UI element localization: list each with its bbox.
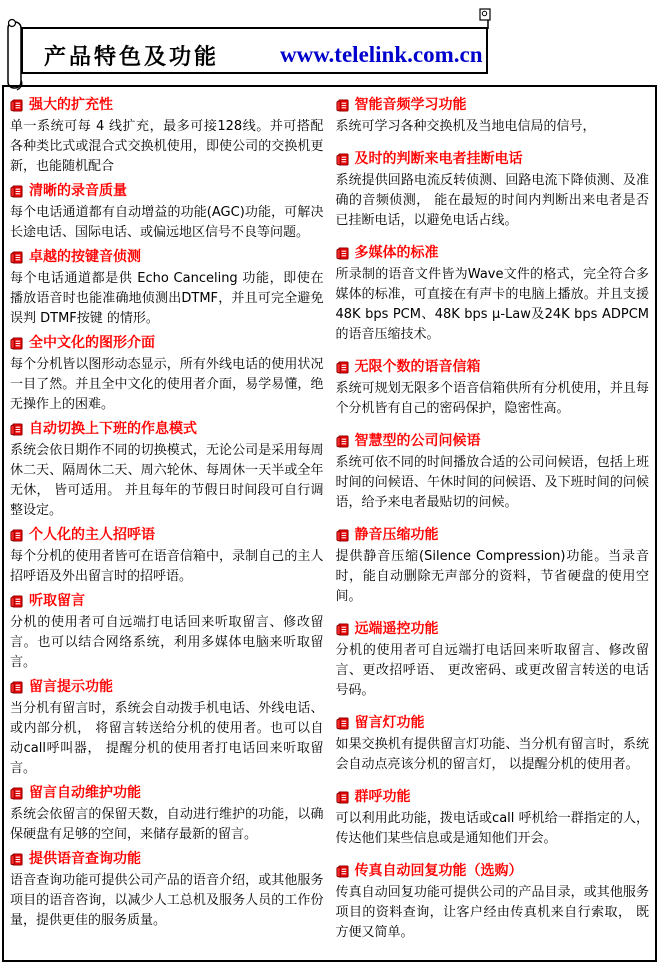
feature-section <box>336 95 650 137</box>
feature-section <box>336 861 650 943</box>
feature-section <box>336 431 650 513</box>
document-icon <box>10 529 23 542</box>
feature-section <box>10 95 324 177</box>
page-title: 产品特色及功能 <box>44 45 220 70</box>
document-icon <box>336 623 349 636</box>
feature-heading <box>336 787 650 807</box>
feature-heading-text: 清晰的录音质量 <box>29 183 127 199</box>
feature-section <box>10 849 324 931</box>
feature-heading <box>336 713 650 733</box>
document-icon <box>336 865 349 878</box>
feature-heading-text: 留言自动维护功能 <box>29 785 141 801</box>
document-icon <box>336 717 349 730</box>
document-icon <box>336 435 349 448</box>
feature-heading <box>336 149 650 169</box>
feature-section <box>336 787 650 849</box>
document-icon <box>10 251 23 264</box>
feature-body-text: 每个电话通道都是供 Echo Canceling 功能，即使在播放语音时也能准确地侦测出DTMF，并且可完全避免误判 DTMF按键 的情形。 <box>10 271 324 326</box>
document-icon <box>336 153 349 166</box>
feature-heading-text: 自动切换上下班的作息模式 <box>29 421 197 437</box>
feature-body-text: 提供静音压缩(Silence Compression)功能。当录音时，能自动删除无声部分的资料，节省硬盘的使用空间。 <box>335 549 649 604</box>
feature-section <box>336 619 650 701</box>
feature-heading-text: 个人化的主人招呼语 <box>29 527 155 543</box>
feature-heading <box>336 525 650 545</box>
feature-heading <box>10 95 324 115</box>
document-icon <box>10 595 23 608</box>
feature-heading <box>10 849 324 869</box>
document-icon <box>10 681 23 694</box>
document-icon <box>10 337 23 350</box>
document-icon <box>336 99 349 112</box>
feature-body-text: 系统会依留言的保留天数，自动进行维护的功能，以确保硬盘有足够的空间，来储存最新的留言。 <box>10 807 324 842</box>
feature-body-text: 每个分机皆以图形动态显示，所有外线电话的使用状况一目了然。并且全中文化的使用者介面，易学易懂，绝无操作上的困难。 <box>10 357 324 412</box>
feature-section <box>10 525 324 587</box>
feature-body-text: 当分机有留言时，系统会自动拨手机电话、外线电话、或内部分机， 将留言转送给分机的使用者。也可以自动call呼叫器， 提醒分机的使用者打电话回来听取留言。 <box>10 701 324 776</box>
feature-heading-text: 强大的扩充性 <box>29 97 113 113</box>
feature-list-box <box>2 85 657 962</box>
feature-heading <box>10 419 324 439</box>
feature-body-text: 所录制的语音文件皆为Wave文件的格式，完全符合多媒体的标准，可直接在有声卡的电脑上播放。并且支援48K bps PCM、48K bps μ-Law及24K bps ADPCM的语音压缩技术。 <box>335 267 649 342</box>
feature-heading-text: 智能音频学习功能 <box>354 97 467 113</box>
feature-body-text: 系统可学习各种交换机及当地电信局的信号， <box>335 119 596 134</box>
feature-section <box>10 591 324 673</box>
feature-body-text: 分机的使用者可自远端打电话回来听取留言、修改留言。也可以结合网络系统，利用多媒体电脑来听取留言。 <box>10 615 324 670</box>
document-icon <box>336 247 349 260</box>
feature-heading <box>10 247 324 267</box>
document-icon <box>10 423 23 436</box>
feature-section <box>10 419 324 521</box>
feature-heading-text: 听取留言 <box>29 593 85 609</box>
feature-heading <box>10 525 324 545</box>
feature-body-text: 单一系统可每 4 线扩充，最多可接128线。并可搭配各种类比式或混合式交换机使用，即使公司的交换机更新，也能随机配合 <box>10 119 324 174</box>
document-icon <box>10 853 23 866</box>
feature-body-text: 语音查询功能可提供公司产品的语音介绍，或其他服务项目的语音咨询，以减少人工总机及服务人员的工作份量，提供更佳的服务质量。 <box>10 873 324 928</box>
document-icon <box>10 185 23 198</box>
feature-section <box>336 357 650 419</box>
feature-heading <box>336 243 650 263</box>
feature-section <box>336 525 650 607</box>
feature-section <box>10 333 324 415</box>
document-icon <box>336 529 349 542</box>
feature-heading-text: 及时的判断来电者挂断电话 <box>354 151 523 167</box>
feature-heading-text: 卓越的按键音侦测 <box>29 249 141 265</box>
website-link[interactable]: www.telelink.com.cn <box>280 42 483 67</box>
feature-body-text: 每个分机的使用者皆可在语音信箱中，录制自己的主人招呼语及外出留言时的招呼语。 <box>10 549 324 584</box>
feature-heading-text: 提供语音查询功能 <box>29 851 141 867</box>
feature-heading-text: 远端遥控功能 <box>354 621 439 637</box>
feature-body-text: 如果交换机有提供留言灯功能、当分机有留言时，系统会自动点亮该分机的留言灯， 以提醒分机的使用者。 <box>335 737 649 772</box>
feature-heading <box>336 95 650 115</box>
feature-heading <box>336 861 650 881</box>
feature-heading <box>336 357 650 377</box>
feature-section <box>336 149 650 231</box>
feature-heading <box>10 333 324 353</box>
feature-section <box>10 677 324 779</box>
feature-body-text: 系统会依日期作不同的切换模式，无论公司是采用每周休二天、隔周休二天、周六轮休、每周休一天半或全年无休， 皆可适用。 并且每年的节假日时间段可自行调整设定。 <box>10 443 324 518</box>
feature-heading <box>10 591 324 611</box>
feature-heading-text: 多媒体的标准 <box>354 245 439 261</box>
feature-body-text: 系统提供回路电流反转侦测、回路电流下降侦测、及准确的音频侦测， 能在最短的时间内判断出来电者是否已挂断电话，以避免电话占线。 <box>335 173 649 228</box>
feature-body-text: 系统可依不同的时间播放合适的公司问候语，包括上班时间的问候语、午休时间的问候语、及下班时间的问候语，给予来电者最贴切的问候。 <box>335 455 649 510</box>
feature-heading-text: 留言灯功能 <box>354 715 425 731</box>
document-icon <box>10 787 23 800</box>
features-column-left <box>10 91 324 952</box>
document-icon <box>10 99 23 112</box>
feature-body-text: 每个电话通道都有自动增益的功能(AGC)功能，可解决长途电话、国际电话、或偏远地区信号不良等问题。 <box>10 205 324 240</box>
feature-heading-text: 全中文化的图形介面 <box>29 335 155 351</box>
feature-heading-text: 智慧型的公司问候语 <box>354 433 481 449</box>
feature-heading-text: 传真自动回复功能（选购） <box>354 863 523 879</box>
feature-heading <box>10 181 324 201</box>
feature-body-text: 传真自动回复功能可提供公司的产品目录，或其他服务项目的资料查询，让客户经由传真机来自行索取， 既方便又简单。 <box>335 885 649 940</box>
feature-heading-text: 留言提示功能 <box>29 679 113 695</box>
features-column-right <box>336 91 650 952</box>
feature-body-text: 可以利用此功能，拨电话或call 呼机给一群指定的人，传达他们某些信息或是通知他们开会。 <box>335 811 649 846</box>
feature-section <box>336 243 650 345</box>
feature-section <box>10 247 324 329</box>
feature-heading <box>10 677 324 697</box>
feature-section <box>10 181 324 243</box>
feature-heading-text: 群呼功能 <box>354 789 411 805</box>
feature-heading-text: 无限个数的语音信箱 <box>354 359 481 375</box>
header-banner <box>0 0 500 96</box>
feature-heading-text: 静音压缩功能 <box>354 527 439 543</box>
feature-section <box>336 713 650 775</box>
feature-heading <box>336 619 650 639</box>
document-icon <box>336 791 349 804</box>
feature-heading <box>10 783 324 803</box>
feature-body-text: 分机的使用者可自远端打电话回来听取留言、修改留言、更改招呼语、 更改密码、或更改留言转送的电话号码。 <box>335 643 649 698</box>
document-icon <box>336 361 349 374</box>
feature-heading <box>336 431 650 451</box>
feature-section <box>10 783 324 845</box>
feature-body-text: 系统可规划无限多个语音信箱供所有分机使用，并且每个分机皆有自己的密码保护，隐密性高。 <box>335 381 649 416</box>
